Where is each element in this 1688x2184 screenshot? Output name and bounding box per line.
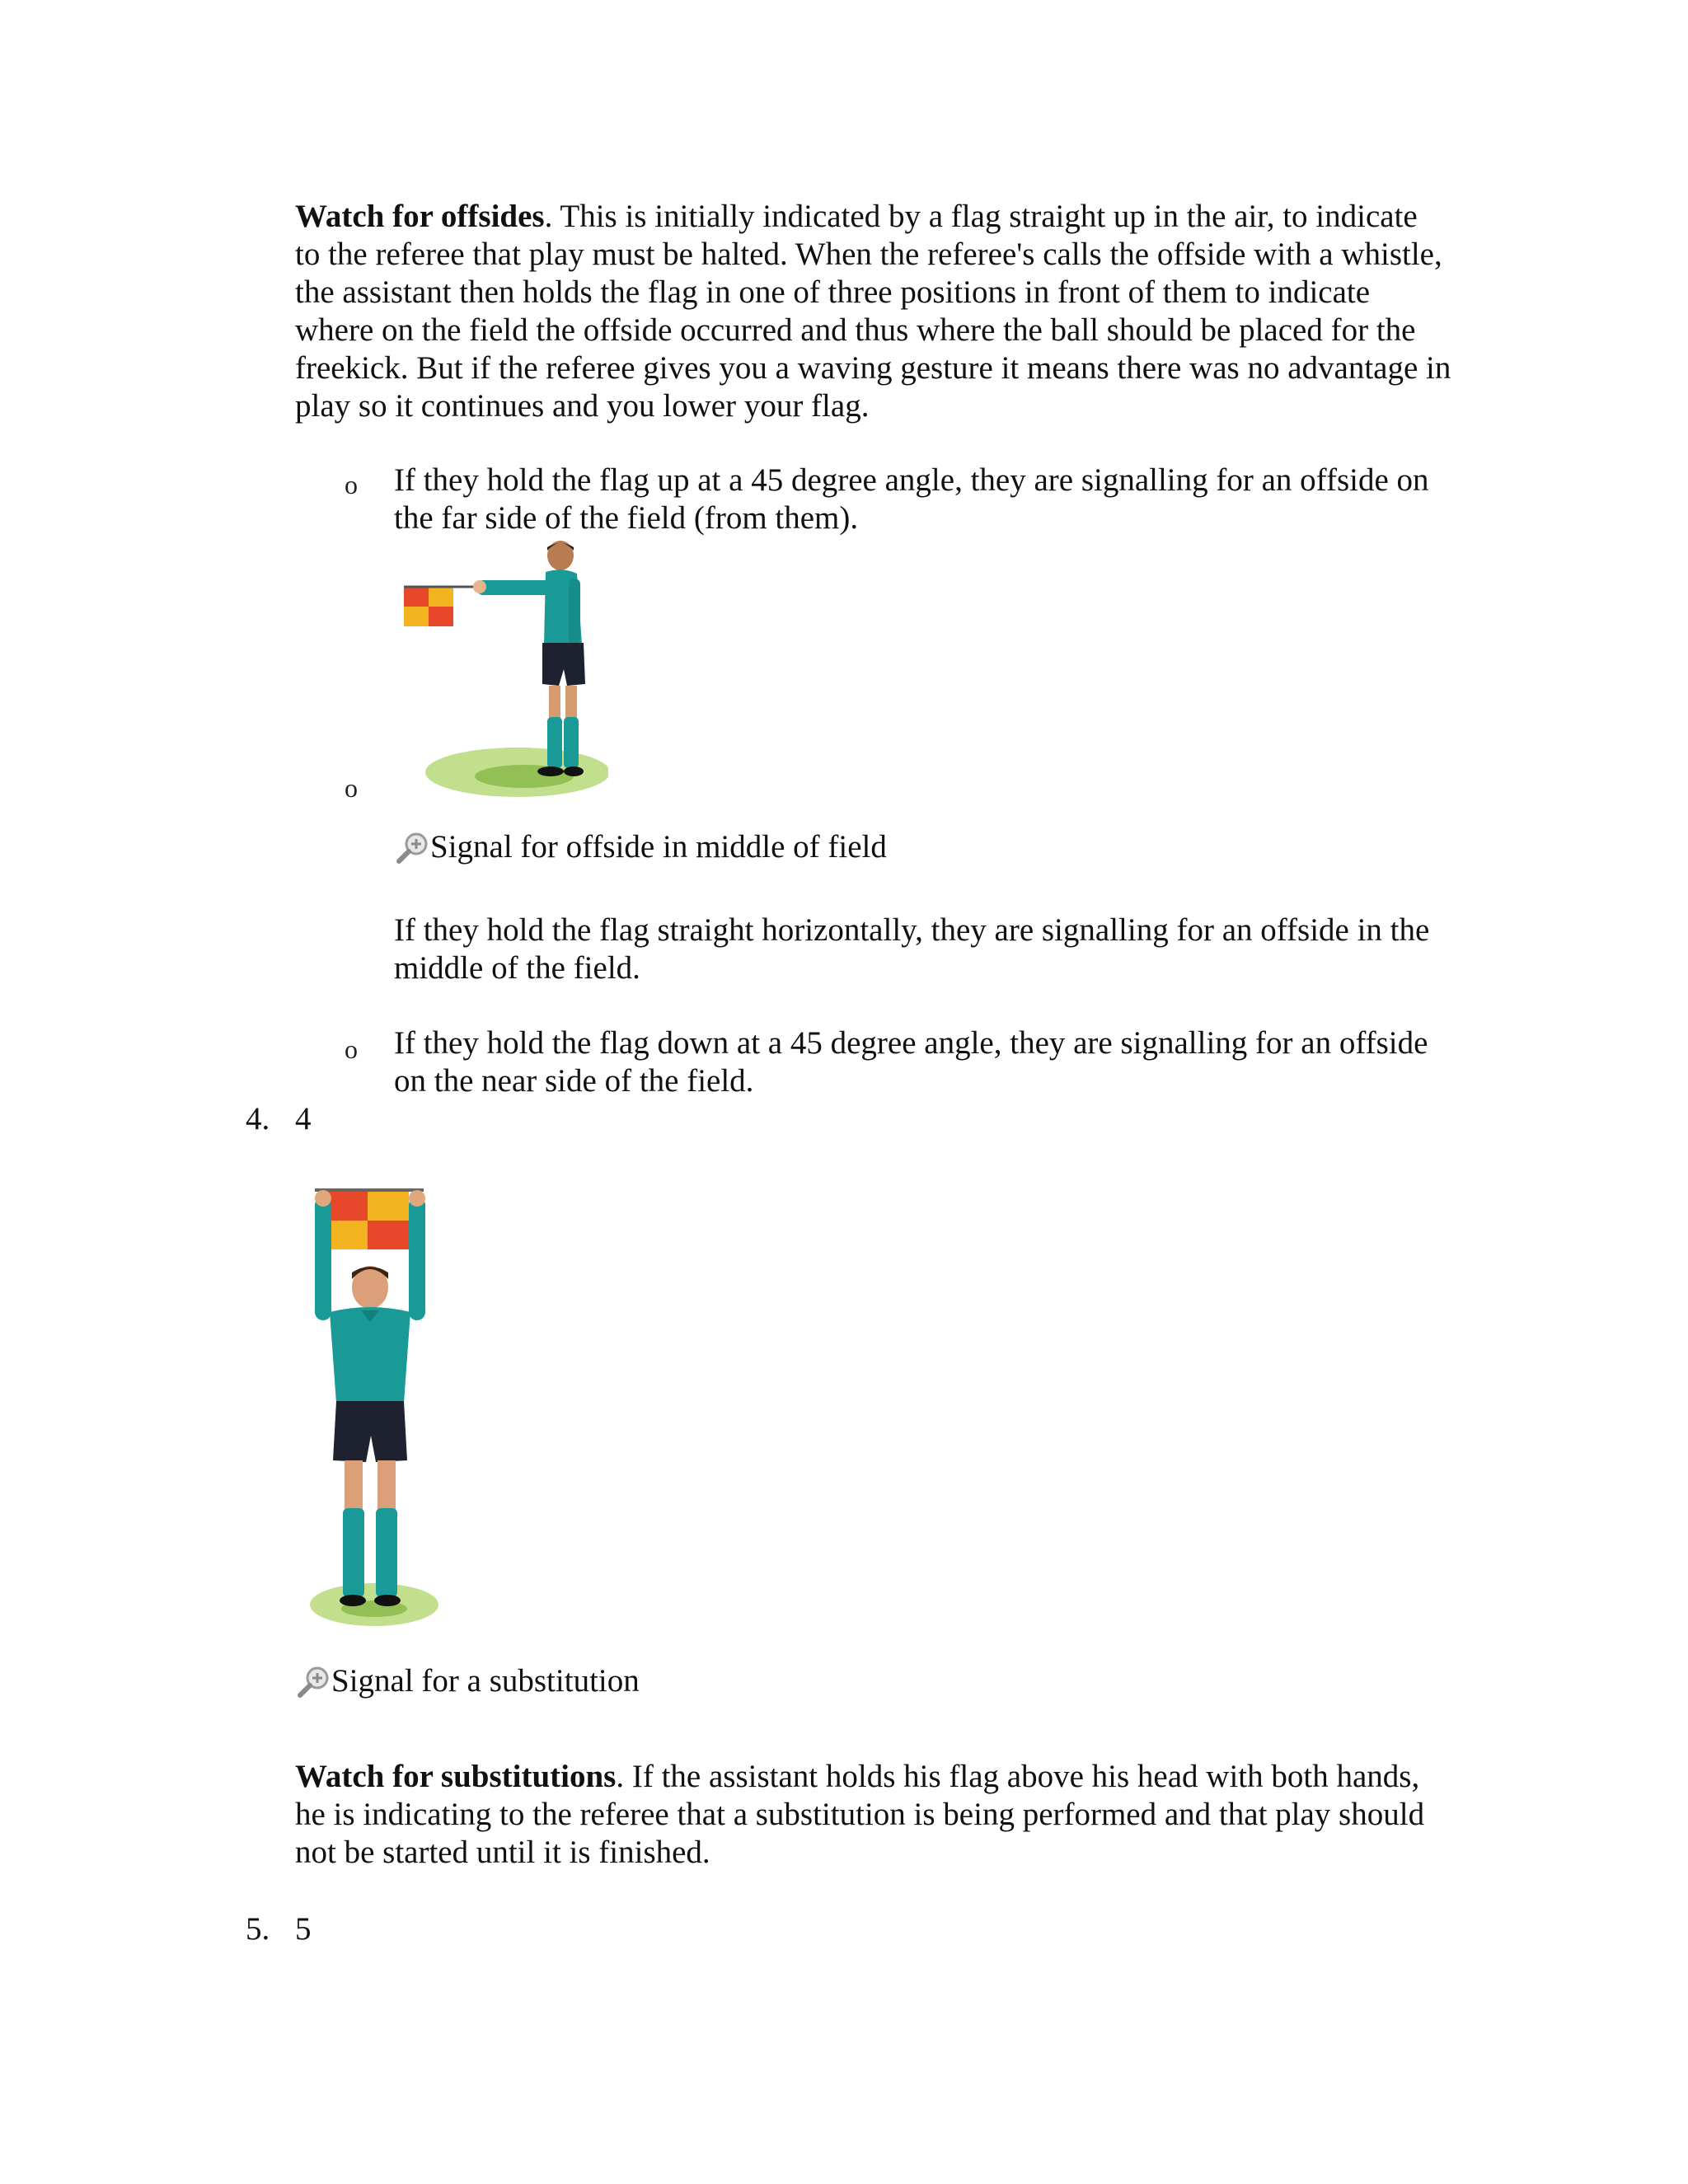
step-5-label: 5 (295, 1911, 312, 1947)
offsides-line-6: play so it continues and you lower your flag. (295, 388, 870, 424)
far-side-text: If they hold the flag up at a 45 degree angle, they are signalling for an offside on the far side of the field (from them). (394, 462, 1429, 536)
bullet-marker: o (345, 773, 358, 803)
offside-middle-illustration (394, 537, 608, 803)
bullet-marker: o (345, 1034, 358, 1064)
middle-text: If they hold the flag straight horizontally, they are signalling for an offside in the middle of the field. (394, 912, 1430, 986)
substitution-illustration (298, 1180, 443, 1633)
offsides-line-1: Watch for offsides. This is initially indicated by a flag straight up in the air, to indicate (295, 199, 1418, 234)
middle-caption-text: Signal for offside in middle of field (430, 829, 887, 865)
step-5-number: 5. (246, 1911, 270, 1947)
offsides-line-5: freekick. But if the referee gives you a waving gesture it means there was no advantage in (295, 350, 1451, 386)
substitutions-heading: Watch for substitutions (295, 1759, 617, 1794)
near-side-text: If they hold the flag down at a 45 degree angle, they are signalling for an offside on the near side of the field. (394, 1025, 1428, 1099)
offsides-heading: Watch for offsides (295, 199, 545, 234)
offsides-line-4: where on the field the offside occurred and thus where the ball should be placed for the (295, 312, 1416, 348)
zoom-icon[interactable] (396, 830, 430, 865)
step-4-number: 4. (246, 1101, 270, 1137)
bullet-marker: o (345, 470, 358, 499)
middle-caption (396, 828, 887, 866)
substitution-caption (297, 1662, 640, 1700)
offsides-line-3: the assistant then holds the flag in one of three positions in front of them to indicate (295, 274, 1371, 310)
step-4-label: 4 (295, 1101, 312, 1137)
offsides-line-2: to the referee that play must be halted. When the referee's calls the offside with a whistle, (295, 237, 1442, 272)
offsides-paragraph (295, 198, 1531, 425)
substitution-caption-text: Signal for a substitution (331, 1663, 640, 1699)
substitutions-paragraph: Watch for substitutions. If the assistant holds his flag above his head with both hands, he is indicating to the referee that a substitution is being performed and that play should not be started until it is finished. (295, 1759, 1425, 1870)
zoom-icon[interactable] (297, 1664, 331, 1699)
